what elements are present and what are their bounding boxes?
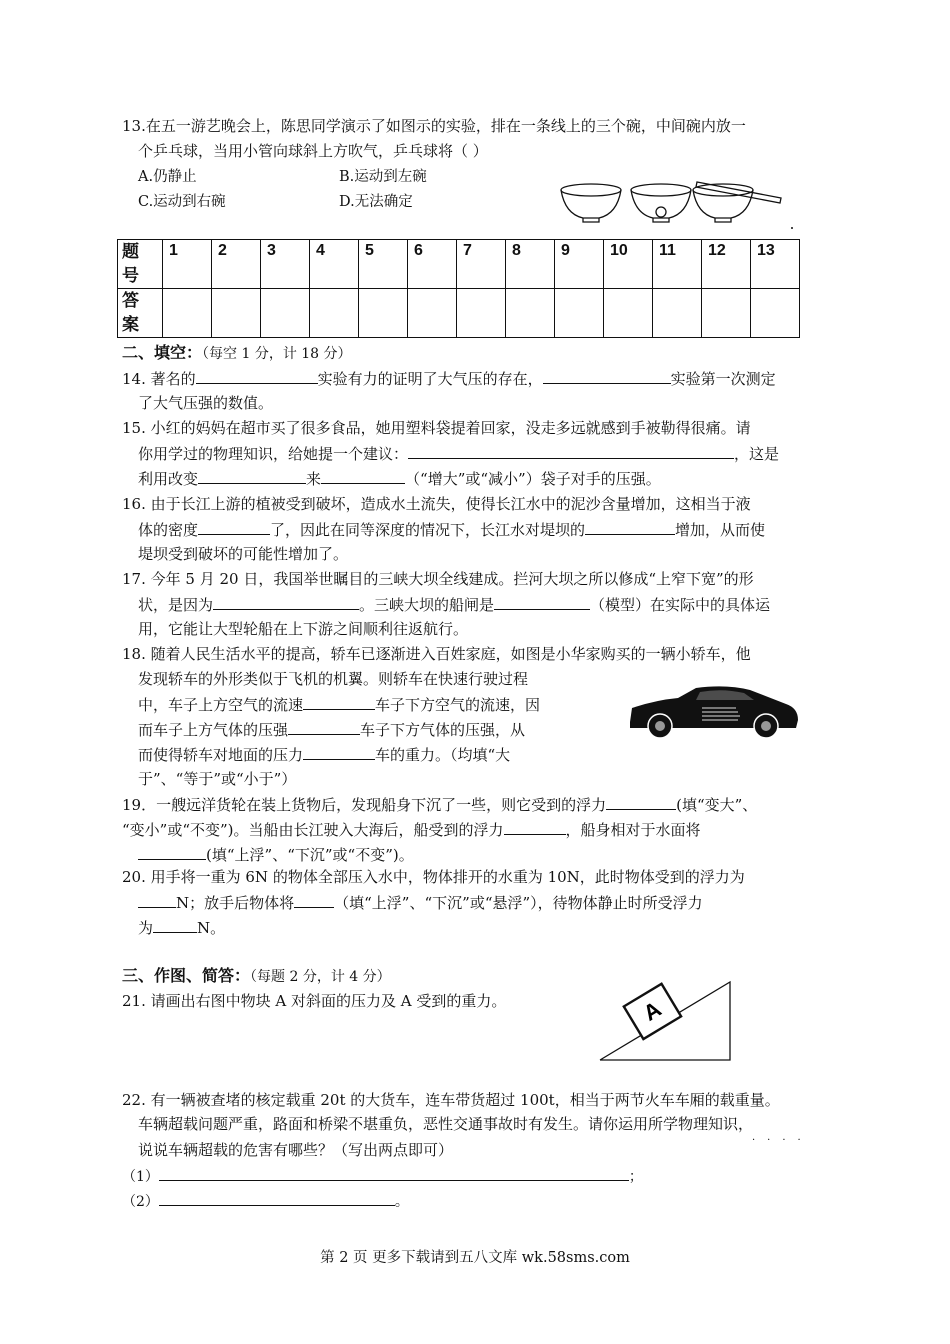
q19-blank-1[interactable] <box>606 794 676 810</box>
answer-cell[interactable] <box>604 289 653 338</box>
table-cell-number: 11 <box>653 240 702 289</box>
answer-cell[interactable] <box>212 289 261 338</box>
table-header-answer: 答 案 <box>118 289 163 338</box>
q15-line3 <box>138 468 661 489</box>
answer-cell[interactable] <box>163 289 212 338</box>
q15-text-a: 你用学过的物理知识，给她提一个建议： <box>138 445 409 463</box>
q14-text-c: 实验第一次测定 <box>670 370 776 388</box>
answer-table-answer-row <box>118 289 800 338</box>
q19-blank-3[interactable] <box>138 844 206 860</box>
q18-text-e: 而使得轿车对地面的压力 <box>138 746 304 764</box>
incline-block-figure[interactable] <box>596 978 736 1064</box>
q18-text-a: 中，车子上方空气的流速 <box>138 696 304 714</box>
q20-text-c: 为 <box>138 919 154 937</box>
block-a-label: A <box>638 996 666 1026</box>
q15-text-c: 利用改变 <box>138 470 199 488</box>
q19-blank-2[interactable] <box>504 819 566 835</box>
q14-text-b: 实验有力的证明了大气压的存在， <box>317 370 543 388</box>
q15-line2 <box>138 443 779 464</box>
q18-text-c: 而车子上方气体的压强 <box>138 721 289 739</box>
q17-line3: 用，它能让大型轮船在上下游之间顺利往返航行。 <box>138 620 469 638</box>
q22-answer-1-label: （1） <box>122 1169 159 1185</box>
table-header-question-number: 题 号 <box>118 240 163 289</box>
table-cell-number: 1 <box>163 240 212 289</box>
q13-line1: 13.在五一游艺晚会上，陈思同学演示了如图示的实验，排在一条线上的三个碗，中间碗内放一 <box>122 117 746 135</box>
answer-cell[interactable] <box>408 289 457 338</box>
car-figure <box>626 682 802 740</box>
answer-cell[interactable] <box>359 289 408 338</box>
table-cell-number: 4 <box>310 240 359 289</box>
q20-blank-2[interactable] <box>294 892 334 908</box>
q22-line2: 车辆超载问题严重，路面和桥梁不堪重负，恶性交通事故时有发生。请你运用所学物理知识， <box>138 1115 754 1133</box>
q16-line3: 堤坝受到破坏的可能性增加了。 <box>138 545 349 563</box>
q19-line1 <box>122 794 757 815</box>
q20-blank-3[interactable] <box>153 917 197 933</box>
q16-blank-2[interactable] <box>585 519 675 535</box>
q16-text-a: 体的密度 <box>138 521 199 539</box>
q13-option-a: A.仍静止 <box>138 169 197 185</box>
q20-text-d: N。 <box>197 919 226 937</box>
q18-blank-2[interactable] <box>288 719 360 735</box>
q19-text-e: (填“上浮”、“下沉”或“不变”)。 <box>206 846 414 864</box>
q17-blank-1[interactable] <box>213 594 359 610</box>
q18-text-d: 车子下方气体的压强，从 <box>360 721 526 739</box>
q15-text-d: 来 <box>306 470 322 488</box>
q17-line2 <box>138 594 770 615</box>
table-cell-number: 12 <box>702 240 751 289</box>
q18-text-f: 车的重力。（均填“大 <box>375 746 511 764</box>
section3-heading <box>122 966 391 987</box>
table-cell-number: 13 <box>751 240 800 289</box>
q17-text-b: 。三峡大坝的船闸是 <box>359 596 495 614</box>
q13-line2: 个乒乓球，当用小管向球斜上方吹气，乒乓球将（ ） <box>138 142 488 160</box>
table-cell-number: 10 <box>604 240 653 289</box>
q19-line3 <box>138 844 414 865</box>
q17-text-c: （模型）在实际中的具体运 <box>590 596 771 614</box>
q22-answer-2-end: 。 <box>394 1194 409 1210</box>
q18-blank-1[interactable] <box>303 694 375 710</box>
q16-line1: 16. 由于长江上游的植被受到破坏，造成水土流失，使得长江水中的泥沙含量增加，这相当于液 <box>122 495 751 513</box>
q15-blank-3[interactable] <box>321 468 405 484</box>
q22-answer-1-end: ； <box>628 1169 643 1185</box>
q15-text-e: （“增大”或“减小”）袋子对手的压强。 <box>405 470 661 488</box>
q13-option-b: B.运动到左碗 <box>339 169 427 185</box>
table-cell-number: 6 <box>408 240 457 289</box>
page-footer: 第 2 页 更多下载请到五八文库 wk.58sms.com <box>320 1250 630 1266</box>
q22-line3: 说说车辆超载的危害有哪些？（写出两点即可） <box>138 1141 454 1159</box>
section3-note: （每题 2 分，计 4 分） <box>250 969 391 985</box>
answer-cell[interactable] <box>751 289 800 338</box>
q18-line5 <box>138 744 510 765</box>
q19-text-b: (填“变大”、 <box>676 796 758 814</box>
q15-text-b: ，这是 <box>734 445 780 463</box>
section2-heading <box>122 343 352 364</box>
q18-text-b: 车子下方空气的流速，因 <box>375 696 541 714</box>
q15-blank-suggestion[interactable] <box>408 443 734 459</box>
q20-line1: 20. 用手将一重为 6N 的物体全部压入水中，物体排开的水重为 10N，此时物体受到的浮力为 <box>122 868 745 886</box>
q16-line2 <box>138 519 765 540</box>
section2-note: （每空 1 分，计 18 分） <box>202 346 352 362</box>
answer-cell[interactable] <box>310 289 359 338</box>
answer-table-number-row <box>118 240 800 289</box>
q18-line6: 于”、“等于”或“小于”） <box>138 770 297 788</box>
table-cell-number: 2 <box>212 240 261 289</box>
q18-line3 <box>138 694 540 715</box>
emphasis-dots: ···· <box>752 1135 813 1146</box>
q20-blank-1[interactable] <box>138 892 176 908</box>
q22-line1: 22. 有一辆被查堵的核定载重 20t 的大货车，连车带货超过 100t，相当于两节火车车厢的载重量。 <box>122 1091 780 1109</box>
q17-text-a: 状，是因为 <box>138 596 214 614</box>
q22-answer-2-blank[interactable] <box>159 1190 395 1206</box>
table-cell-number: 9 <box>555 240 604 289</box>
answer-table <box>117 239 800 338</box>
q16-text-c: 增加，从而使 <box>675 521 766 539</box>
q14-line2: 了大气压强的数值。 <box>138 394 274 412</box>
q21-text: 21. 请画出右图中物块 A 对斜面的压力及 A 受到的重力。 <box>122 992 507 1010</box>
section2-title: 二、填空： <box>122 343 203 362</box>
q19-text-c: “变小”或“不变”)。当船由长江驶入大海后，船受到的浮力 <box>122 821 504 839</box>
q22-answer-1-blank[interactable] <box>159 1165 629 1181</box>
q22-answer-2-label: （2） <box>122 1194 159 1210</box>
q18-line1: 18. 随着人民生活水平的提高，轿车已逐渐进入百姓家庭，如图是小华家购买的一辆小轿车，他 <box>122 645 751 663</box>
answer-cell[interactable] <box>653 289 702 338</box>
q15-blank-2[interactable] <box>198 468 306 484</box>
q17-blank-2[interactable] <box>494 594 590 610</box>
section3-title: 三、作图、简答： <box>122 966 251 985</box>
q13-option-d: D.无法确定 <box>339 194 413 210</box>
answer-cell[interactable] <box>702 289 751 338</box>
table-cell-number: 5 <box>359 240 408 289</box>
q18-line4 <box>138 719 525 740</box>
q15-line1: 15. 小红的妈妈在超市买了很多食品，她用塑料袋提着回家，没走多远就感到手被勒得很痛。请 <box>122 419 751 437</box>
answer-cell[interactable] <box>457 289 506 338</box>
q19-line2 <box>122 819 701 840</box>
answer-cell[interactable] <box>261 289 310 338</box>
q16-blank-1[interactable] <box>198 519 270 535</box>
q17-line1: 17. 今年 5 月 20 日，我国举世瞩目的三峡大坝全线建成。拦河大坝之所以修成“上窄下宽”的形 <box>122 570 754 588</box>
q18-line2: 发现轿车的外形类似于飞机的机翼。则轿车在快速行驶过程 <box>138 670 529 688</box>
q13-option-c: C.运动到右碗 <box>138 194 226 210</box>
table-cell-number: 8 <box>506 240 555 289</box>
q20-text-a: N；放手后物体将 <box>176 894 295 912</box>
q19-text-a: 19．一艘远洋货轮在装上货物后，发现船身下沉了一些，则它受到的浮力 <box>122 796 607 814</box>
q20-line3 <box>138 917 225 938</box>
q18-blank-3[interactable] <box>303 744 375 760</box>
table-cell-number: 7 <box>457 240 506 289</box>
table-cell-number: 3 <box>261 240 310 289</box>
q20-text-b: （填“上浮”、“下沉”或“悬浮”），待物体静止时所受浮力 <box>334 894 703 912</box>
q22-answer-2 <box>122 1190 409 1212</box>
q20-line2 <box>138 892 703 913</box>
q14-blank-1[interactable] <box>196 368 318 384</box>
q14-line1 <box>122 368 776 389</box>
q22-answer-1 <box>122 1165 643 1187</box>
q19-text-d: ，船身相对于水面将 <box>565 821 701 839</box>
answer-cell[interactable] <box>506 289 555 338</box>
q16-text-b: 了，因此在同等深度的情况下，长江水对堤坝的 <box>270 521 586 539</box>
answer-cell[interactable] <box>555 289 604 338</box>
q14-text-a: 14. 著名的 <box>122 370 196 388</box>
q14-blank-2[interactable] <box>543 368 671 384</box>
three-bowls-figure <box>555 172 805 232</box>
